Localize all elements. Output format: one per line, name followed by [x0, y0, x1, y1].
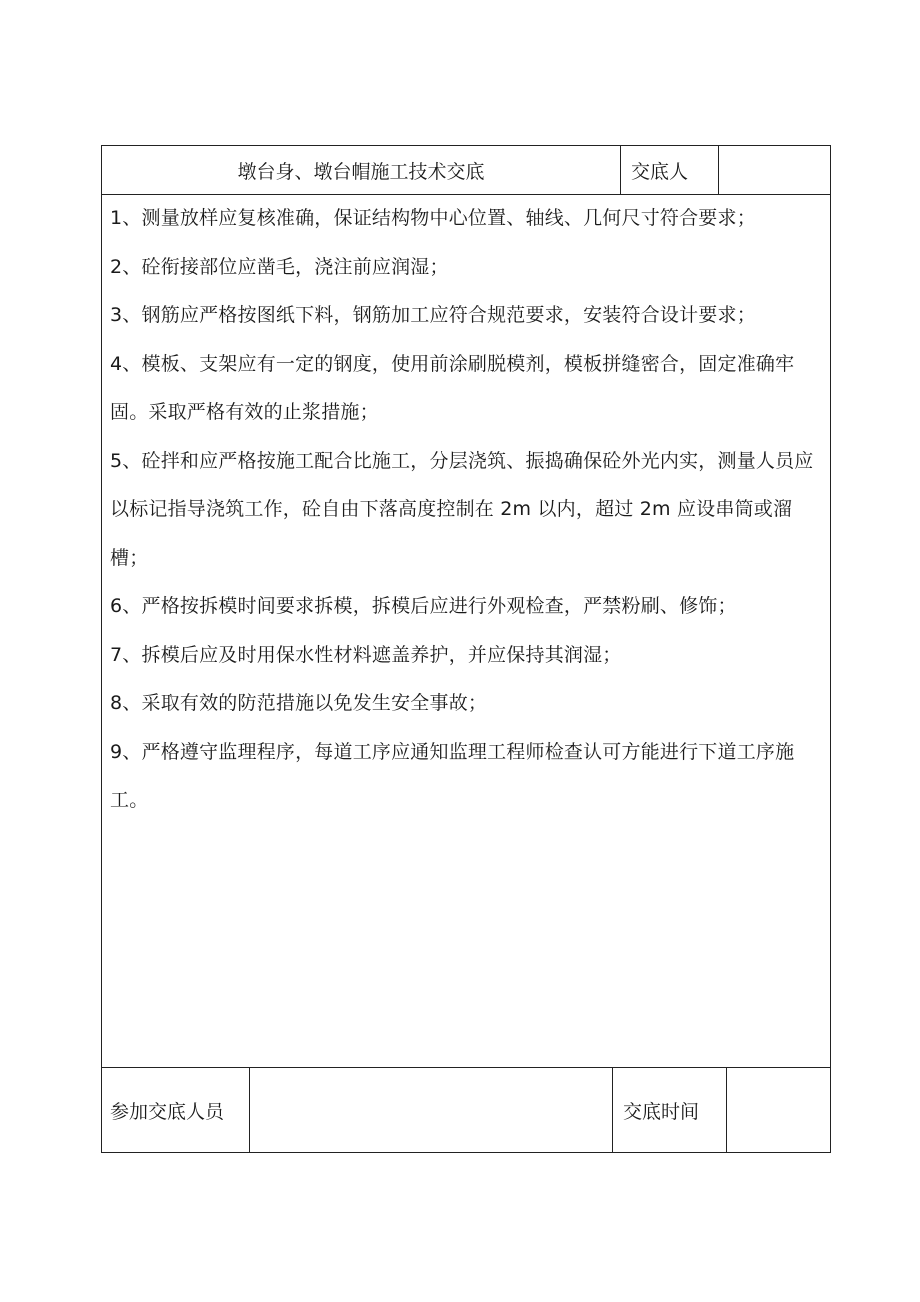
time-label: 交底时间	[613, 1068, 727, 1152]
disclosure-form-table	[101, 145, 831, 1153]
time-value-cell	[727, 1068, 831, 1152]
content-item-7: 7、拆模后应及时用保水性材料遮盖养护，并应保持其润湿；	[110, 643, 622, 666]
content-item-5: 5、砼拌和应严格按施工配合比施工，分层浇筑、振捣确保砼外光内实，测量人员应以标记指导浇筑工作，砼自由下落高度控制在 2m 以内，超过 2m 应设串筒或溜槽；	[110, 449, 814, 569]
participants-label: 参加交底人员	[102, 1068, 250, 1152]
title-row	[102, 146, 830, 195]
giver-value-cell	[719, 146, 831, 194]
content-item-9: 9、严格遵守监理程序，每道工序应通知监理工程师检查认可方能进行下道工序施工。	[110, 740, 795, 811]
content-item-6: 6、严格按拆模时间要求拆模，拆模后应进行外观检查，严禁粉刷、修饰；	[110, 595, 737, 617]
content-item-4: 4、模板、支架应有一定的钢度，使用前涂刷脱模剂，模板拼缝密合，固定准确牢固。采取严格有效的止浆措施；	[110, 352, 795, 423]
footer-row	[102, 1068, 830, 1152]
giver-label: 交底人	[621, 146, 719, 194]
content-item-1: 1、测量放样应复核准确，保证结构物中心位置、轴线、几何尺寸符合要求；	[110, 207, 756, 229]
disclosure-content	[102, 194, 830, 1068]
content-item-8: 8、采取有效的防范措施以免发生安全事故；	[110, 692, 488, 714]
content-item-2: 2、砼衔接部位应凿毛，浇注前应润湿；	[110, 255, 449, 278]
participants-value-cell	[250, 1068, 613, 1152]
form-title: 墩台身、墩台帽施工技术交底	[102, 146, 621, 194]
content-item-3: 3、钢筋应严格按图纸下料，钢筋加工应符合规范要求，安装符合设计要求；	[110, 304, 756, 326]
